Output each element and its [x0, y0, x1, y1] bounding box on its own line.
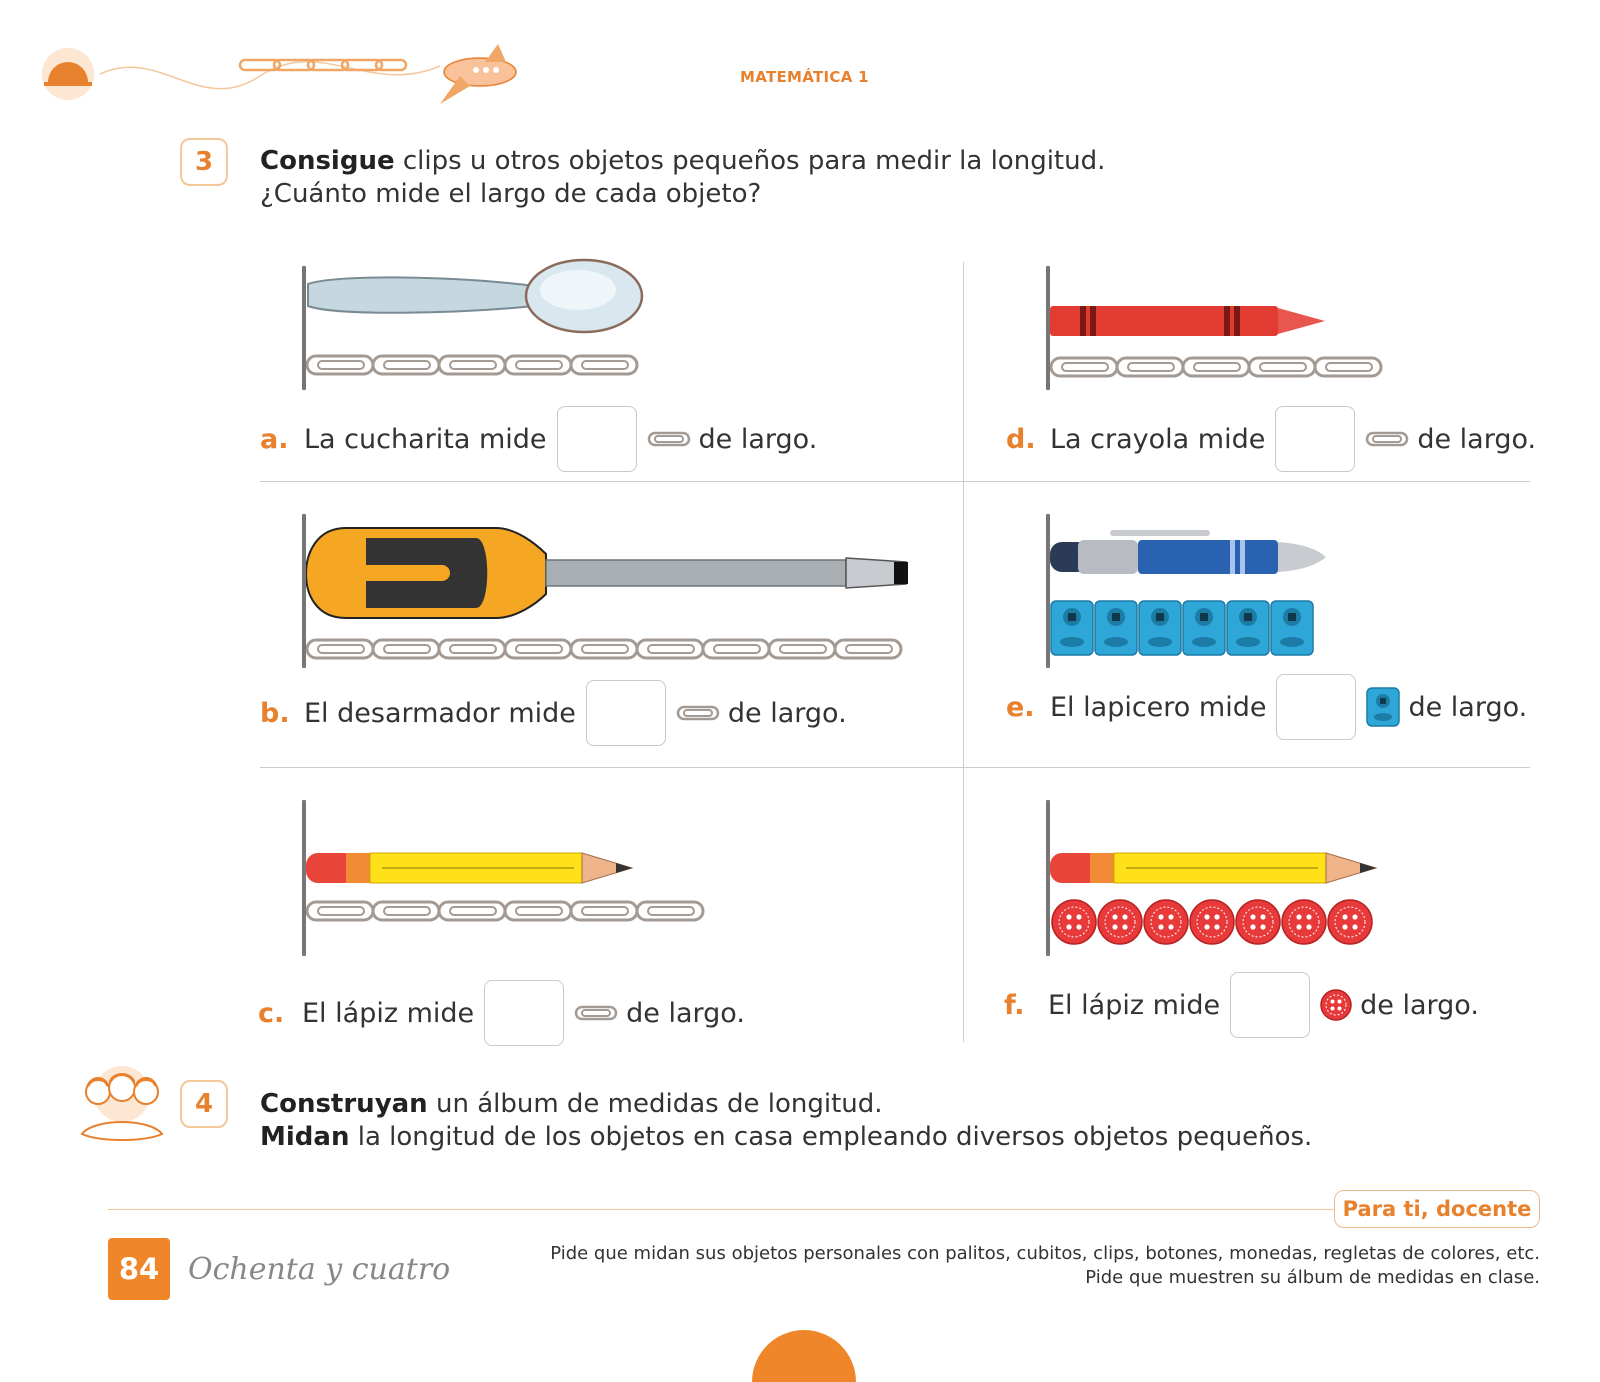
- clip-unit: [835, 640, 901, 658]
- clip-unit: [439, 356, 505, 374]
- instruction-question: ¿Cuánto mide el largo de cada objeto?: [260, 179, 762, 209]
- cube-unit: [1271, 601, 1313, 655]
- instruction-verb: Construyan: [260, 1089, 428, 1119]
- teacher-note-line: Pide que muestren su álbum de medidas en clase.: [1085, 1267, 1540, 1288]
- clip-unit: [571, 356, 637, 374]
- activity-4-instructions: [260, 1088, 1312, 1154]
- clip-unit: [505, 902, 571, 920]
- item-letter: d.: [1006, 423, 1036, 455]
- cube-unit: [1183, 601, 1225, 655]
- clip-unit: [637, 902, 703, 920]
- teacher-note: [550, 1242, 1540, 1290]
- clip-chain: [306, 352, 646, 378]
- clip-unit: [307, 356, 373, 374]
- item-c: [258, 980, 745, 1046]
- item-text: El lápiz mide: [1048, 989, 1221, 1021]
- answer-input-d[interactable]: [1275, 406, 1355, 472]
- item-letter: a.: [260, 423, 289, 455]
- answer-input-b[interactable]: [586, 680, 666, 746]
- item-suffix: de largo.: [698, 423, 818, 455]
- button-row: [1050, 898, 1390, 948]
- clip-unit: [373, 356, 439, 374]
- item-text: El lapicero mide: [1050, 691, 1267, 723]
- cube-row: [1050, 600, 1330, 656]
- instruction-text: la longitud de los objetos en casa empleando diversos objetos pequeños.: [349, 1122, 1313, 1152]
- clip-chain: [1050, 354, 1390, 380]
- activity-3-instructions: [260, 145, 1105, 211]
- group-work-icon: [74, 1064, 170, 1146]
- clip-unit: [505, 356, 571, 374]
- footer-rule: [108, 1209, 1334, 1210]
- cube-unit: [1227, 601, 1269, 655]
- clip-unit: [373, 902, 439, 920]
- clip-chain: [306, 636, 916, 662]
- clip-icon: [676, 704, 720, 722]
- button-unit: [1098, 900, 1142, 944]
- clip-unit: [1183, 358, 1249, 376]
- answer-input-a[interactable]: [557, 406, 637, 472]
- item-a: [260, 406, 817, 472]
- cube-unit: [1095, 601, 1137, 655]
- cube-icon: [1366, 687, 1400, 727]
- item-text: La cucharita mide: [304, 423, 547, 455]
- answer-input-f[interactable]: [1230, 972, 1310, 1038]
- cube-unit: [1051, 601, 1093, 655]
- item-suffix: de largo.: [626, 997, 745, 1029]
- item-text: El desarmador mide: [304, 697, 576, 729]
- clip-unit: [1117, 358, 1183, 376]
- pen-icon: [1050, 528, 1330, 582]
- item-suffix: de largo.: [1360, 989, 1479, 1021]
- item-suffix: de largo.: [1408, 691, 1528, 723]
- answer-input-c[interactable]: [484, 980, 564, 1046]
- item-letter: e.: [1006, 691, 1035, 723]
- button-unit: [1236, 900, 1280, 944]
- activity-number-4: 4: [180, 1080, 228, 1128]
- instruction-verb: Consigue: [260, 146, 395, 176]
- header-decoration: [40, 36, 540, 116]
- button-unit: [1052, 900, 1096, 944]
- item-suffix: de largo.: [727, 697, 847, 729]
- activity-number-3: 3: [180, 138, 228, 186]
- teacher-tag: Para ti, docente: [1334, 1190, 1540, 1228]
- screwdriver-icon: [306, 524, 916, 622]
- answer-input-e[interactable]: [1276, 674, 1356, 740]
- grid-divider-row1: [260, 481, 1530, 482]
- clip-unit: [373, 640, 439, 658]
- pencil-icon: [1050, 848, 1390, 888]
- item-text: El lápiz mide: [302, 997, 475, 1029]
- header-title: MATEMÁTICA 1: [740, 68, 869, 86]
- grid-divider-row2: [260, 767, 1530, 768]
- clip-unit: [703, 640, 769, 658]
- grid-divider-vertical: [963, 262, 964, 1042]
- button-unit: [1328, 900, 1372, 944]
- instruction-verb: Midan: [260, 1122, 350, 1152]
- button-unit: [1144, 900, 1188, 944]
- clip-unit: [571, 902, 637, 920]
- clip-icon: [1365, 430, 1409, 448]
- button-icon: [1320, 989, 1352, 1021]
- clip-unit: [769, 640, 835, 658]
- item-b: [260, 680, 847, 746]
- instruction-text: un álbum de medidas de longitud.: [427, 1089, 883, 1119]
- clip-unit: [637, 640, 703, 658]
- bottom-tab-decoration: [752, 1330, 856, 1382]
- clip-icon: [647, 430, 691, 448]
- clip-unit: [1315, 358, 1381, 376]
- clip-unit: [505, 640, 571, 658]
- page-number: 84: [108, 1238, 170, 1300]
- item-letter: c.: [258, 997, 285, 1029]
- teacher-note-line: Pide que midan sus objetos personales con palitos, cubitos, clips, botones, monedas, regletas de colores, etc.: [550, 1243, 1540, 1264]
- instruction-text: clips u otros objetos pequeños para medir la longitud.: [394, 146, 1106, 176]
- cube-unit: [1139, 601, 1181, 655]
- item-letter: f.: [1004, 989, 1025, 1021]
- clip-unit: [307, 640, 373, 658]
- page-number-words: Ochenta y cuatro: [188, 1252, 451, 1287]
- clip-unit: [439, 640, 505, 658]
- pencil-icon: [306, 848, 646, 888]
- clip-icon: [574, 1004, 618, 1022]
- item-f: [1004, 972, 1479, 1038]
- clip-chain: [306, 898, 716, 924]
- clip-unit: [1249, 358, 1315, 376]
- clip-unit: [1051, 358, 1117, 376]
- item-d: [1006, 406, 1536, 472]
- button-unit: [1282, 900, 1326, 944]
- clip-unit: [439, 902, 505, 920]
- button-unit: [1190, 900, 1234, 944]
- clip-unit: [307, 902, 373, 920]
- item-text: La crayola mide: [1050, 423, 1266, 455]
- item-suffix: de largo.: [1417, 423, 1537, 455]
- item-e: [1006, 674, 1527, 740]
- clip-unit: [571, 640, 637, 658]
- crayon-icon: [1050, 302, 1330, 340]
- item-letter: b.: [260, 697, 290, 729]
- spoon-icon: [306, 256, 646, 340]
